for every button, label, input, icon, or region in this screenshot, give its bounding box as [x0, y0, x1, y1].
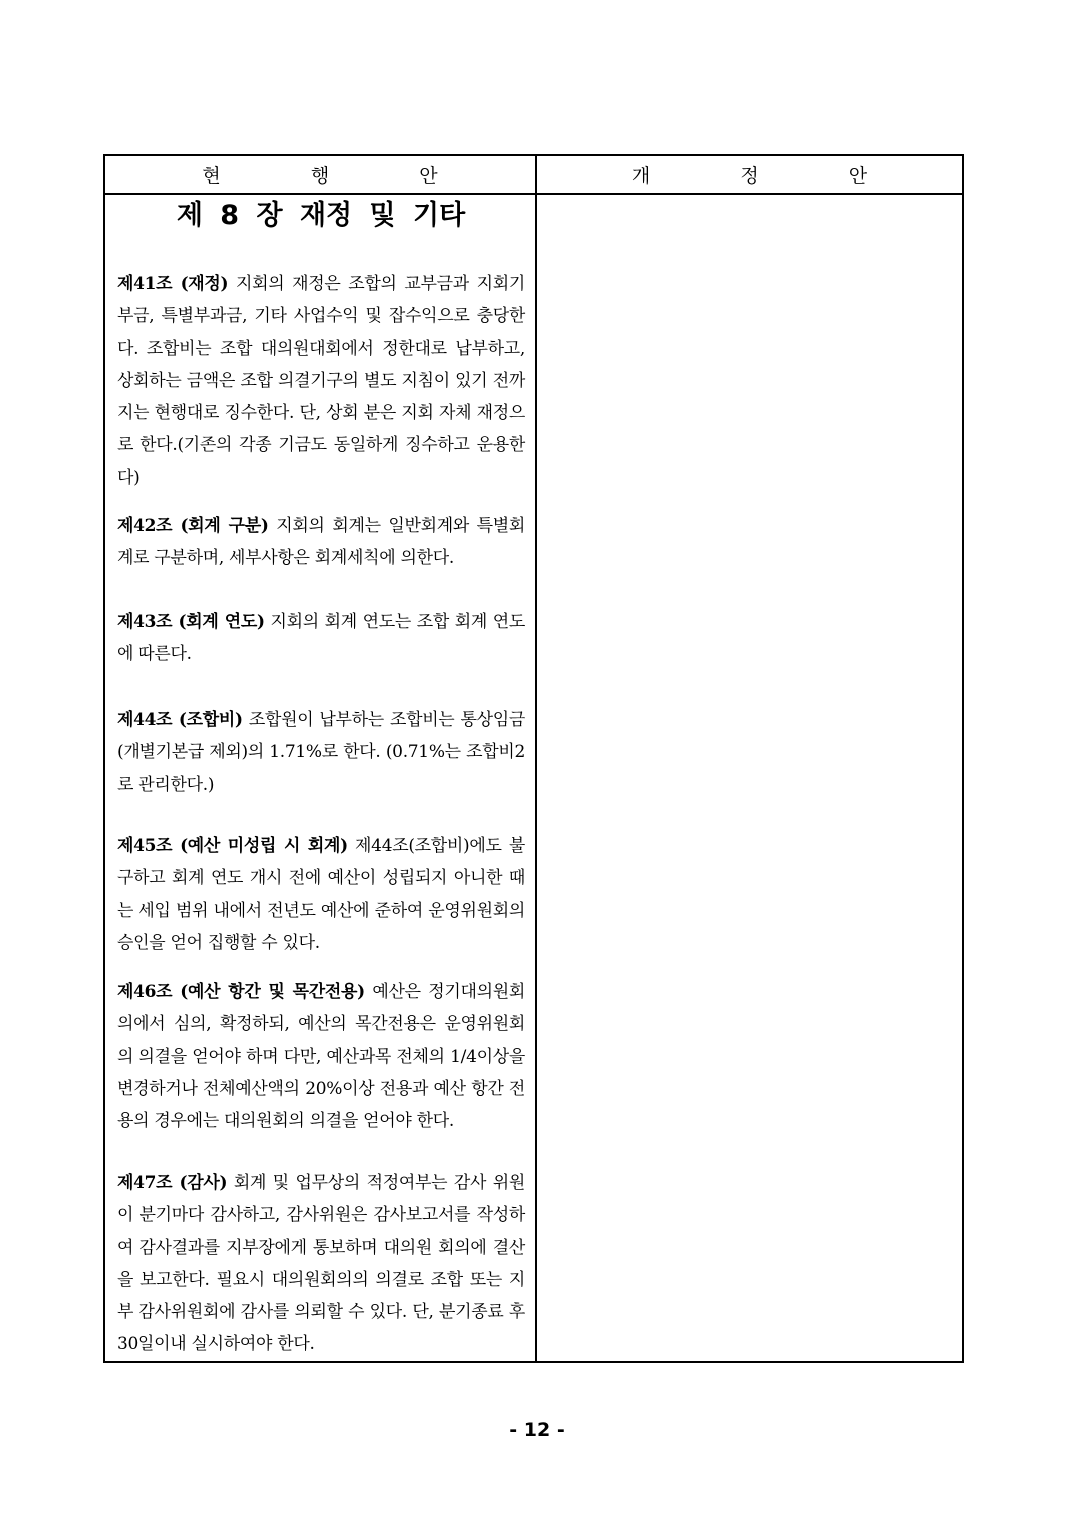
- article-text: 회계 및 업무상의 적정여부는 감사 위원이 분기마다 감사하고, 감사위원은 감사보고서를 작성하여 감사결과를 지부장에게 통보하며 대의원 회의에 결산을 보고한다. 필요시 대의원회의의 의결로 조합 또는 지부 감사위원회에 감사를 의뢰할 수 있다. 단, 분기종료 후 30일이내 실시하여야 한다.: [117, 1173, 526, 1355]
- article-heading: 제41조 (재정): [117, 274, 229, 294]
- article-heading: 제43조 (회계 연도): [117, 612, 265, 632]
- article-43: [117, 606, 525, 671]
- article-44: [117, 704, 525, 801]
- article-47: [117, 1167, 525, 1361]
- header-current: 현 행 안: [202, 165, 480, 187]
- article-text: 지회의 재정은 조합의 교부금과 지회기부금, 특별부과금, 기타 사업수익 및 잡수익으로 충당한다. 조합비는 조합 대의원대회에서 정한대로 납부하고, 상회하는 금액은 조합 의결기구의 별도 지침이 있기 전까지는 현행대로 징수한다. 단, 상회 분은 지회 자체 재정으로 한다.(기존의 각종 기금도 동일하게 징수하고 운용한다): [117, 274, 525, 488]
- page-number: - 12 -: [509, 1419, 565, 1441]
- article-45: [117, 830, 525, 959]
- article-text: 조합원이 납부하는 조합비는 통상임금 (개별기본급 제외)의 1.71%로 한다. (0.71%는 조합비2로 관리한다.): [117, 710, 525, 795]
- article-46: [117, 976, 525, 1137]
- article-42: [117, 510, 525, 575]
- comparison-table: [103, 154, 964, 1363]
- article-heading: 제46조 (예산 항간 및 목간전용): [117, 982, 365, 1002]
- column-divider: [535, 156, 537, 1361]
- article-text: 지회의 회계는 일반회계와 특별회계로 구분하며, 세부사항은 회계세칙에 의한다.: [117, 516, 526, 569]
- article-heading: 제44조 (조합비): [117, 710, 243, 730]
- article-text: 제44조(조합비)에도 불구하고 회계 연도 개시 전에 예산이 성립되지 아니한 때는 세입 범위 내에서 전년도 예산에 준하여 운영위원회의 승인을 얻어 집행할 수 있다.: [117, 836, 525, 953]
- header-revised: 개 정 안: [631, 165, 910, 187]
- current-column: [117, 195, 526, 1355]
- chapter-title: 제 8 장 재정 및 기타: [176, 200, 466, 231]
- article-heading: 제45조 (예산 미성립 시 회계): [117, 836, 348, 856]
- article-41: [117, 268, 525, 494]
- article-heading: 제47조 (감사): [117, 1173, 228, 1193]
- article-text: 지회의 회계 연도는 조합 회계 연도에 따른다.: [117, 612, 525, 665]
- article-heading: 제42조 (회계 구분): [117, 516, 269, 536]
- article-text: 예산은 정기대의원회의에서 심의, 확정하되, 예산의 목간전용은 운영위원회 의 의결을 얻어야 하며 다만, 예산과목 전체의 1/4이상을 변경하거나 전체예산액의 20%이상 전용과 예산 항간 전용의 경우에는 대의원회의 의결을 얻어야 한다.: [117, 982, 525, 1132]
